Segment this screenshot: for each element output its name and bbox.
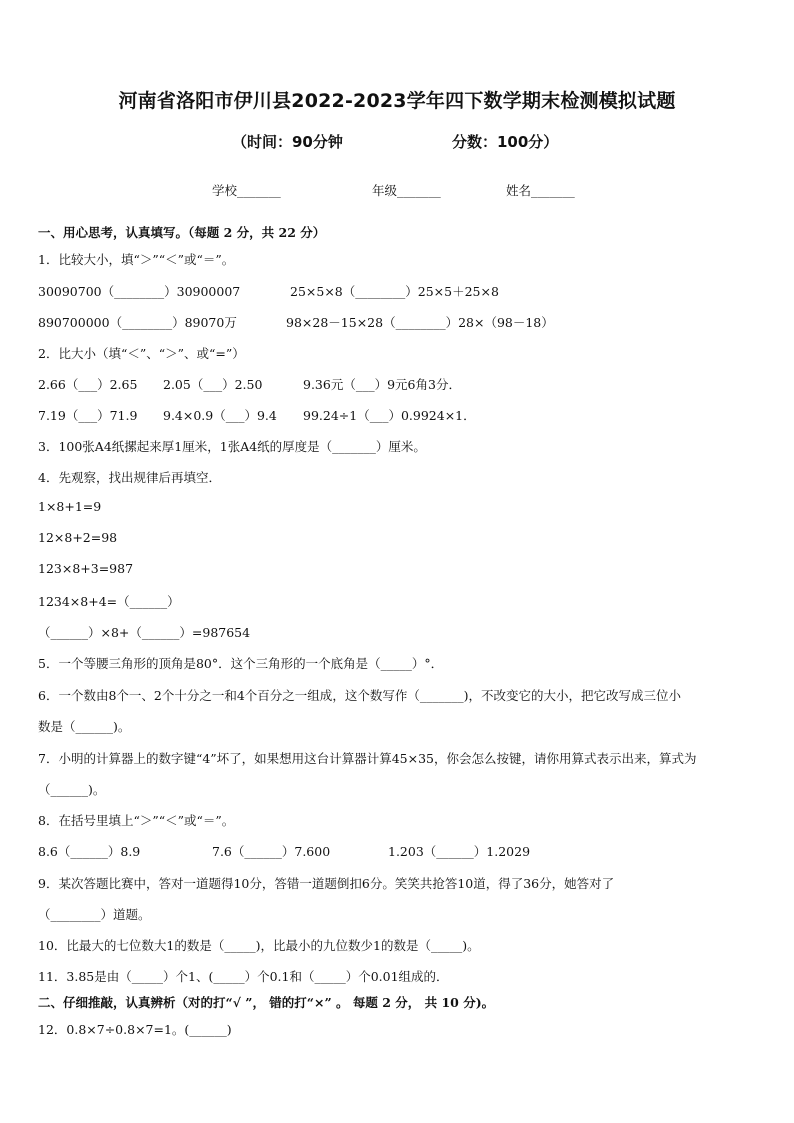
q1-item-d: 98×28－15×28（________）28×（98－18）	[286, 315, 554, 330]
question-7: 7．小明的计算器上的数字键“4”坏了，如果想用这台计算器计算45×35，你会怎么按键，请你用算式表示出来，算式为	[38, 751, 697, 766]
q4-pattern-4: 1234×8+4=（______）	[38, 594, 180, 609]
question-8: 8．在括号里填上“＞”“＜”或“＝”。	[38, 813, 235, 828]
section-one-heading: 一、用心思考，认真填写。（每题 2 分，共 22 分）	[38, 225, 326, 240]
q8-item-b: 7.6（______）7.600	[212, 844, 331, 859]
q2-item-e: 9.4×0.9（___）9.4	[163, 408, 277, 423]
exam-time: （时间：90分钟	[232, 133, 343, 151]
q1-item-c: 890700000（________）89070万	[38, 315, 237, 330]
grade-field: 年级_______	[372, 183, 441, 198]
q4-pattern-3: 123×8+3=987	[38, 561, 134, 576]
question-5: 5．一个等腰三角形的顶角是80°．这个三角形的一个底角是（_____）°．	[38, 656, 444, 671]
q2-item-a: 2.66（___）2.65	[38, 377, 138, 392]
name-field: 姓名_______	[506, 183, 575, 198]
q8-item-c: 1.203（______）1.2029	[388, 844, 531, 859]
question-9-cont: （________）道题。	[38, 907, 151, 922]
page-title: 河南省洛阳市伊川县2022-2023学年四下数学期末检测模拟试题	[118, 90, 676, 112]
q4-pattern-1: 1×8+1=9	[38, 499, 102, 514]
q1-item-a: 30090700（________）30900007	[38, 284, 241, 299]
question-11: 11．3.85是由（_____）个1、(_____）个0.1和（_____）个0.01组成的．	[38, 969, 449, 984]
question-10: 10．比最大的七位数大1的数是（_____)，比最小的九位数少1的数是（_____)。	[38, 938, 480, 953]
q2-item-f: 99.24÷1（___）0.9924×1．	[303, 408, 476, 423]
question-6-cont: 数是（______)。	[38, 719, 131, 734]
question-4: 4．先观察，找出规律后再填空．	[38, 470, 221, 485]
question-6: 6．一个数由8个一、2个十分之一和4个百分之一组成，这个数写作（_______)，不改变它的大小，把它改写成三位小	[38, 688, 681, 703]
q4-pattern-2: 12×8+2=98	[38, 530, 118, 545]
q4-pattern-5: （______）×8+（______）=987654	[38, 625, 251, 640]
question-3: 3．100张A4纸摞起来厚1厘米，1张A4纸的厚度是（_______）厘米。	[38, 439, 426, 454]
q8-item-a: 8.6（______）8.9	[38, 844, 141, 859]
q2-item-c: 9.36元（___）9元6角3分．	[303, 377, 461, 392]
q1-item-b: 25×5×8（________）25×5＋25×8	[290, 284, 499, 299]
question-12: 12．0.8×7÷0.8×7=1。(______)	[38, 1022, 232, 1037]
question-9: 9．某次答题比赛中，答对一道题得10分，答错一道题倒扣6分。笑笑共抢答10道，得了36分，她答对了	[38, 876, 615, 891]
q2-item-d: 7.19（___）71.9	[38, 408, 138, 423]
question-2: 2．比大小（填“＜”、“＞”、或“=”）	[38, 346, 245, 361]
school-field: 学校_______	[212, 183, 281, 198]
section-two-heading: 二、仔细推敲，认真辨析（对的打“√ ”， 错的打“×” 。 每题 2 分， 共 10 分)。	[38, 995, 495, 1010]
question-7-cont: （______)。	[38, 782, 106, 797]
question-1: 1．比较大小，填“＞”“＜”或“＝”。	[38, 252, 235, 267]
q2-item-b: 2.05（___）2.50	[163, 377, 263, 392]
exam-score: 分数：100分）	[452, 133, 559, 151]
